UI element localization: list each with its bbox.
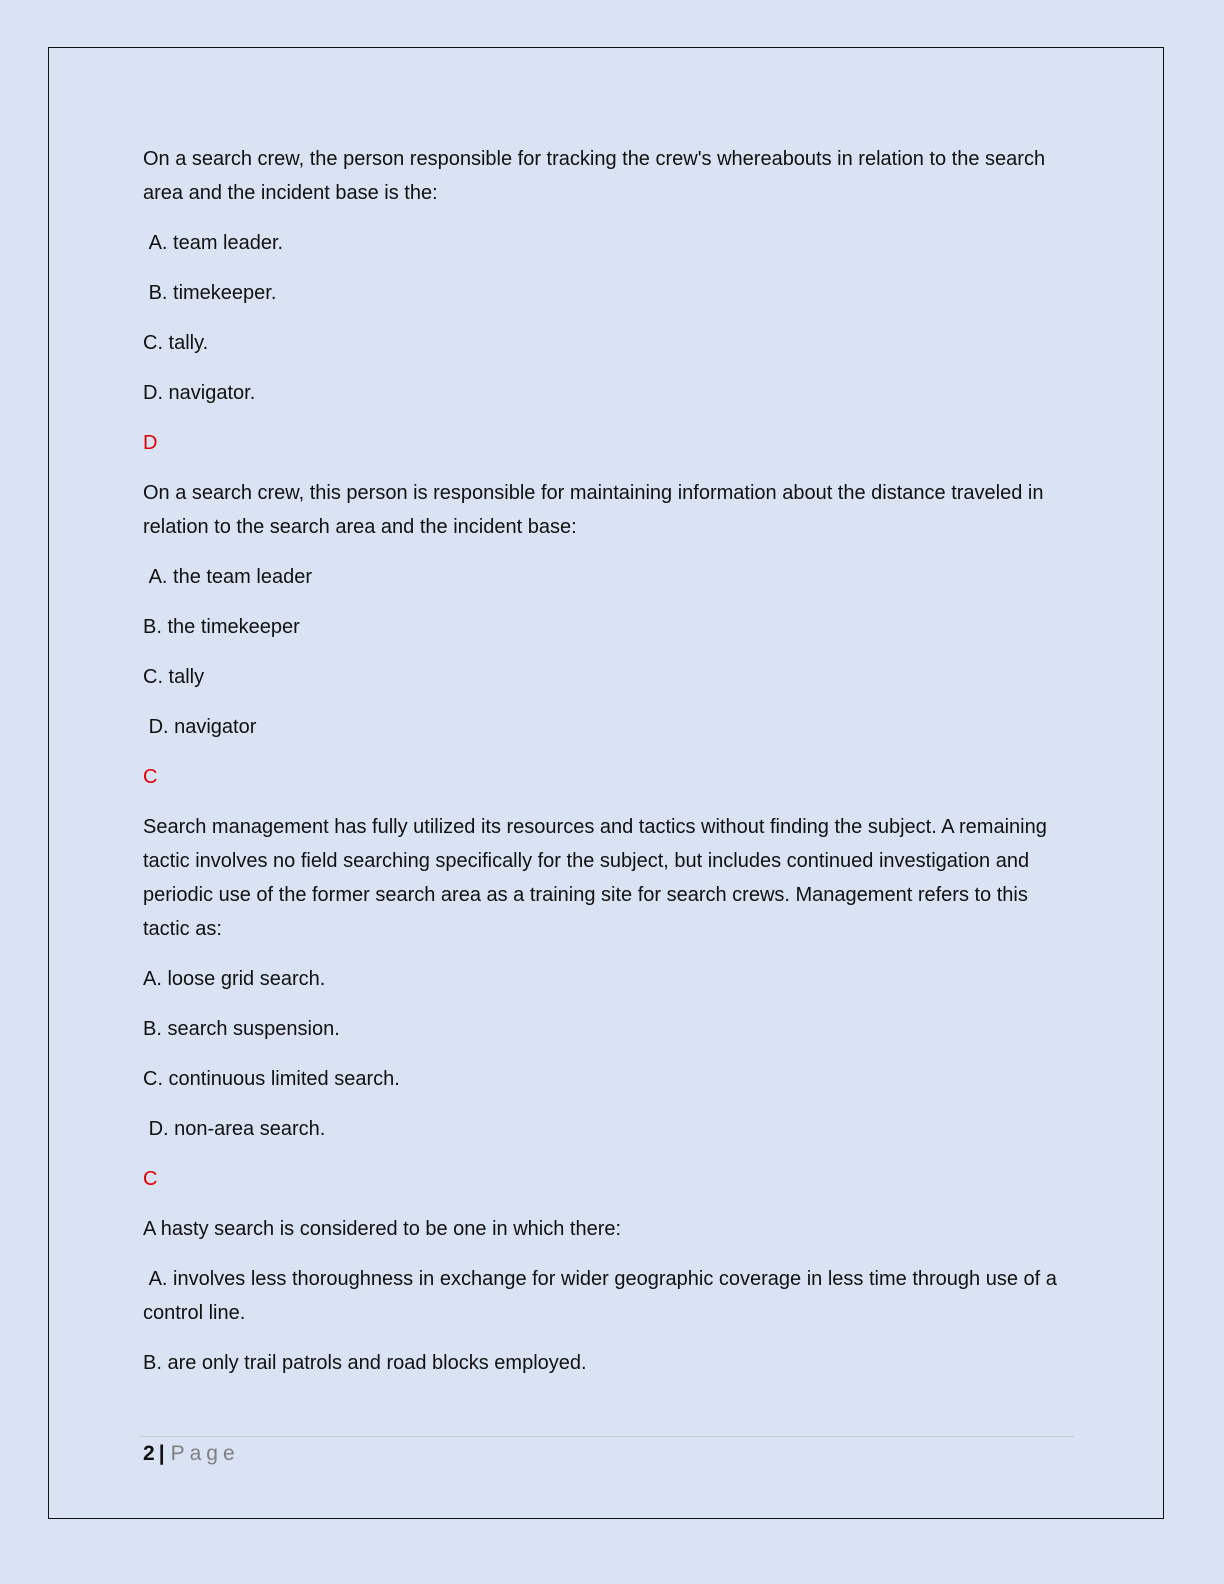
question-2-option-c: C. tally bbox=[143, 666, 205, 688]
question-1-option-b: B. timekeeper. bbox=[143, 282, 277, 304]
page-number: 2 bbox=[143, 1442, 155, 1465]
question-4-option-a: A. involves less thoroughness in exchange for wider geographic coverage in less time through use of a control line. bbox=[143, 1268, 1063, 1324]
question-3-text: Search management has fully utilized its resources and tactics without finding the subject. A remaining tactic involves no field searching specifically for the subject, but includes continued investigation and periodic use of the former search area as a training site for search crews. Management refers to this tactic as: bbox=[143, 816, 1053, 940]
question-3-option-a: A. loose grid search. bbox=[143, 968, 326, 990]
question-3-answer: C bbox=[143, 1168, 158, 1190]
question-3-option-c: C. continuous limited search. bbox=[143, 1068, 400, 1090]
question-2-option-b: B. the timekeeper bbox=[143, 616, 300, 638]
footer-separator: | bbox=[158, 1442, 165, 1465]
question-2-text: On a search crew, this person is responsible for maintaining information about the distance traveled in relation to the search area and the incident base: bbox=[143, 482, 1050, 538]
question-4-text: A hasty search is considered to be one in which there: bbox=[143, 1218, 622, 1240]
question-3-option-d: D. non-area search. bbox=[143, 1118, 326, 1140]
footer-divider bbox=[139, 1436, 1074, 1437]
question-3-option-b: B. search suspension. bbox=[143, 1018, 340, 1040]
question-2-option-d: D. navigator bbox=[143, 716, 257, 738]
page-footer bbox=[143, 1440, 240, 1468]
question-4-option-b: B. are only trail patrols and road blocks employed. bbox=[143, 1352, 587, 1374]
question-2-answer: C bbox=[143, 766, 158, 788]
document-body bbox=[143, 142, 1078, 1396]
page-label: Page bbox=[170, 1442, 240, 1465]
question-1-answer: D bbox=[143, 432, 158, 454]
question-1-text: On a search crew, the person responsible for tracking the crew's whereabouts in relation to the search area and the incident base is the: bbox=[143, 148, 1051, 204]
question-2-option-a: A. the team leader bbox=[143, 566, 312, 588]
question-1-option-a: A. team leader. bbox=[143, 232, 284, 254]
question-1-option-d: D. navigator. bbox=[143, 382, 256, 404]
question-1-option-c: C. tally. bbox=[143, 332, 209, 354]
